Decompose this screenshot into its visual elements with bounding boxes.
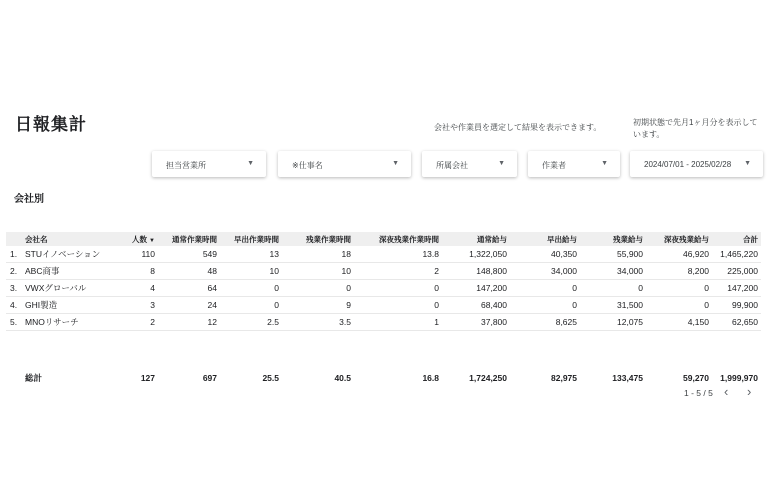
cell-overtime-pay: 0 — [580, 280, 646, 297]
row-index: 5. — [6, 314, 22, 331]
cell-regular-pay: 147,200 — [442, 280, 510, 297]
filter-job-dropdown[interactable] — [278, 151, 411, 177]
cell-people: 110 — [108, 246, 158, 263]
cell-night-overtime-pay: 46,920 — [646, 246, 712, 263]
table-row — [6, 263, 761, 280]
date-range-picker[interactable] — [630, 151, 763, 177]
cell-company: VWXグローバル — [22, 280, 108, 297]
pagination-info: 1 - 5 / 5 — [684, 388, 713, 398]
total-early-hours: 25.5 — [262, 373, 279, 383]
total-regular-hours: 697 — [202, 373, 217, 383]
total-night-overtime-hours: 16.8 — [422, 373, 439, 383]
cell-regular-pay: 68,400 — [442, 297, 510, 314]
header-people-label: 人数 — [132, 234, 148, 244]
table-row — [6, 314, 761, 331]
cell-regular-hours: 48 — [158, 263, 220, 280]
cell-overtime-pay: 31,500 — [580, 297, 646, 314]
sort-desc-icon[interactable]: ▼ — [149, 237, 155, 244]
cell-early-hours: 0 — [220, 297, 282, 314]
chevron-right-icon[interactable]: › — [747, 384, 752, 399]
header-overtime-pay[interactable]: 残業給与 — [580, 232, 646, 246]
company-summary-table — [6, 232, 761, 331]
cell-company: ABC商事 — [22, 263, 108, 280]
filter-company-label: 所属会社 — [436, 161, 468, 170]
date-range-label: 2024/07/01 - 2025/02/28 — [644, 160, 732, 169]
row-index: 1. — [6, 246, 22, 263]
cell-regular-pay: 148,800 — [442, 263, 510, 280]
cell-early-pay: 0 — [510, 297, 580, 314]
cell-overtime-pay: 12,075 — [580, 314, 646, 331]
chevron-left-icon[interactable]: ‹ — [724, 384, 729, 399]
cell-early-pay: 40,350 — [510, 246, 580, 263]
cell-early-pay: 0 — [510, 280, 580, 297]
header-overtime-hours[interactable]: 残業作業時間 — [282, 232, 354, 246]
row-index: 3. — [6, 280, 22, 297]
cell-early-hours: 0 — [220, 280, 282, 297]
filter-worker-label: 作業者 — [542, 161, 566, 170]
header-night-overtime-pay[interactable]: 深夜残業給与 — [646, 232, 712, 246]
section-title: 会社別 — [14, 194, 44, 205]
instruction-text: 会社や作業員を選定して結果を表示できます。 — [434, 123, 602, 132]
cell-early-hours: 10 — [220, 263, 282, 280]
cell-overtime-pay: 34,000 — [580, 263, 646, 280]
row-index: 2. — [6, 263, 22, 280]
cell-night-overtime-hours: 0 — [354, 280, 442, 297]
header-regular-pay[interactable]: 通常給与 — [442, 232, 510, 246]
cell-overtime-hours: 3.5 — [282, 314, 354, 331]
cell-total: 99,900 — [712, 297, 761, 314]
totals-label: 総計 — [25, 373, 43, 383]
totals-row — [6, 370, 761, 386]
totals-table — [6, 370, 761, 386]
total-night-overtime-pay: 59,270 — [683, 373, 709, 383]
cell-company: STUイノベーション — [22, 246, 108, 263]
cell-people: 2 — [108, 314, 158, 331]
total-grand: 1,999,970 — [720, 373, 758, 383]
table-row — [6, 297, 761, 314]
header-early-hours[interactable]: 早出作業時間 — [220, 232, 282, 246]
cell-people: 8 — [108, 263, 158, 280]
filter-company-dropdown[interactable] — [422, 151, 517, 177]
header-regular-hours[interactable]: 通常作業時間 — [158, 232, 220, 246]
dropdown-arrow-icon: ▼ — [392, 160, 399, 167]
header-people[interactable] — [108, 232, 158, 246]
cell-overtime-hours: 9 — [282, 297, 354, 314]
cell-overtime-pay: 55,900 — [580, 246, 646, 263]
totals-index — [6, 370, 22, 386]
cell-overtime-hours: 0 — [282, 280, 354, 297]
total-regular-pay: 1,724,250 — [469, 373, 507, 383]
cell-total: 1,465,220 — [712, 246, 761, 263]
cell-early-pay: 8,625 — [510, 314, 580, 331]
total-overtime-hours: 40.5 — [334, 373, 351, 383]
cell-overtime-hours: 10 — [282, 263, 354, 280]
cell-total: 225,000 — [712, 263, 761, 280]
cell-night-overtime-pay: 8,200 — [646, 263, 712, 280]
table-row — [6, 246, 761, 263]
cell-night-overtime-pay: 0 — [646, 280, 712, 297]
cell-company: MNOリサーチ — [22, 314, 108, 331]
filter-office-dropdown[interactable] — [152, 151, 266, 177]
cell-total: 62,650 — [712, 314, 761, 331]
cell-night-overtime-hours: 13.8 — [354, 246, 442, 263]
cell-night-overtime-pay: 4,150 — [646, 314, 712, 331]
cell-regular-pay: 37,800 — [442, 314, 510, 331]
dropdown-arrow-icon: ▼ — [601, 160, 608, 167]
cell-regular-hours: 12 — [158, 314, 220, 331]
header-early-pay[interactable]: 早出給与 — [510, 232, 580, 246]
header-index — [6, 232, 22, 246]
table-row — [6, 280, 761, 297]
cell-people: 3 — [108, 297, 158, 314]
filter-job-label: ※仕事名 — [292, 161, 323, 170]
cell-regular-pay: 1,322,050 — [442, 246, 510, 263]
filter-worker-dropdown[interactable] — [528, 151, 620, 177]
total-people: 127 — [140, 373, 155, 383]
row-index: 4. — [6, 297, 22, 314]
dropdown-arrow-icon: ▼ — [744, 160, 751, 167]
cell-regular-hours: 549 — [158, 246, 220, 263]
cell-regular-hours: 64 — [158, 280, 220, 297]
cell-early-hours: 13 — [220, 246, 282, 263]
cell-night-overtime-pay: 0 — [646, 297, 712, 314]
cell-early-pay: 34,000 — [510, 263, 580, 280]
cell-early-hours: 2.5 — [220, 314, 282, 331]
cell-night-overtime-hours: 0 — [354, 297, 442, 314]
header-company[interactable]: 会社名 — [22, 232, 108, 246]
cell-night-overtime-hours: 1 — [354, 314, 442, 331]
cell-night-overtime-hours: 2 — [354, 263, 442, 280]
dropdown-arrow-icon: ▼ — [247, 160, 254, 167]
page-title: 日報集計 — [15, 115, 87, 134]
cell-company: GHI製造 — [22, 297, 108, 314]
cell-regular-hours: 24 — [158, 297, 220, 314]
total-overtime-pay: 133,475 — [612, 373, 643, 383]
header-total[interactable]: 合計 — [712, 232, 761, 246]
dropdown-arrow-icon: ▼ — [498, 160, 505, 167]
cell-people: 4 — [108, 280, 158, 297]
default-period-note: 初期状態で先月1ヶ月分を表示しています。 — [633, 118, 758, 139]
table-header-row — [6, 232, 761, 246]
filter-office-label: 担当営業所 — [166, 161, 206, 170]
total-early-pay: 82,975 — [551, 373, 577, 383]
cell-overtime-hours: 18 — [282, 246, 354, 263]
cell-total: 147,200 — [712, 280, 761, 297]
header-night-overtime-hours[interactable]: 深夜残業作業時間 — [354, 232, 442, 246]
